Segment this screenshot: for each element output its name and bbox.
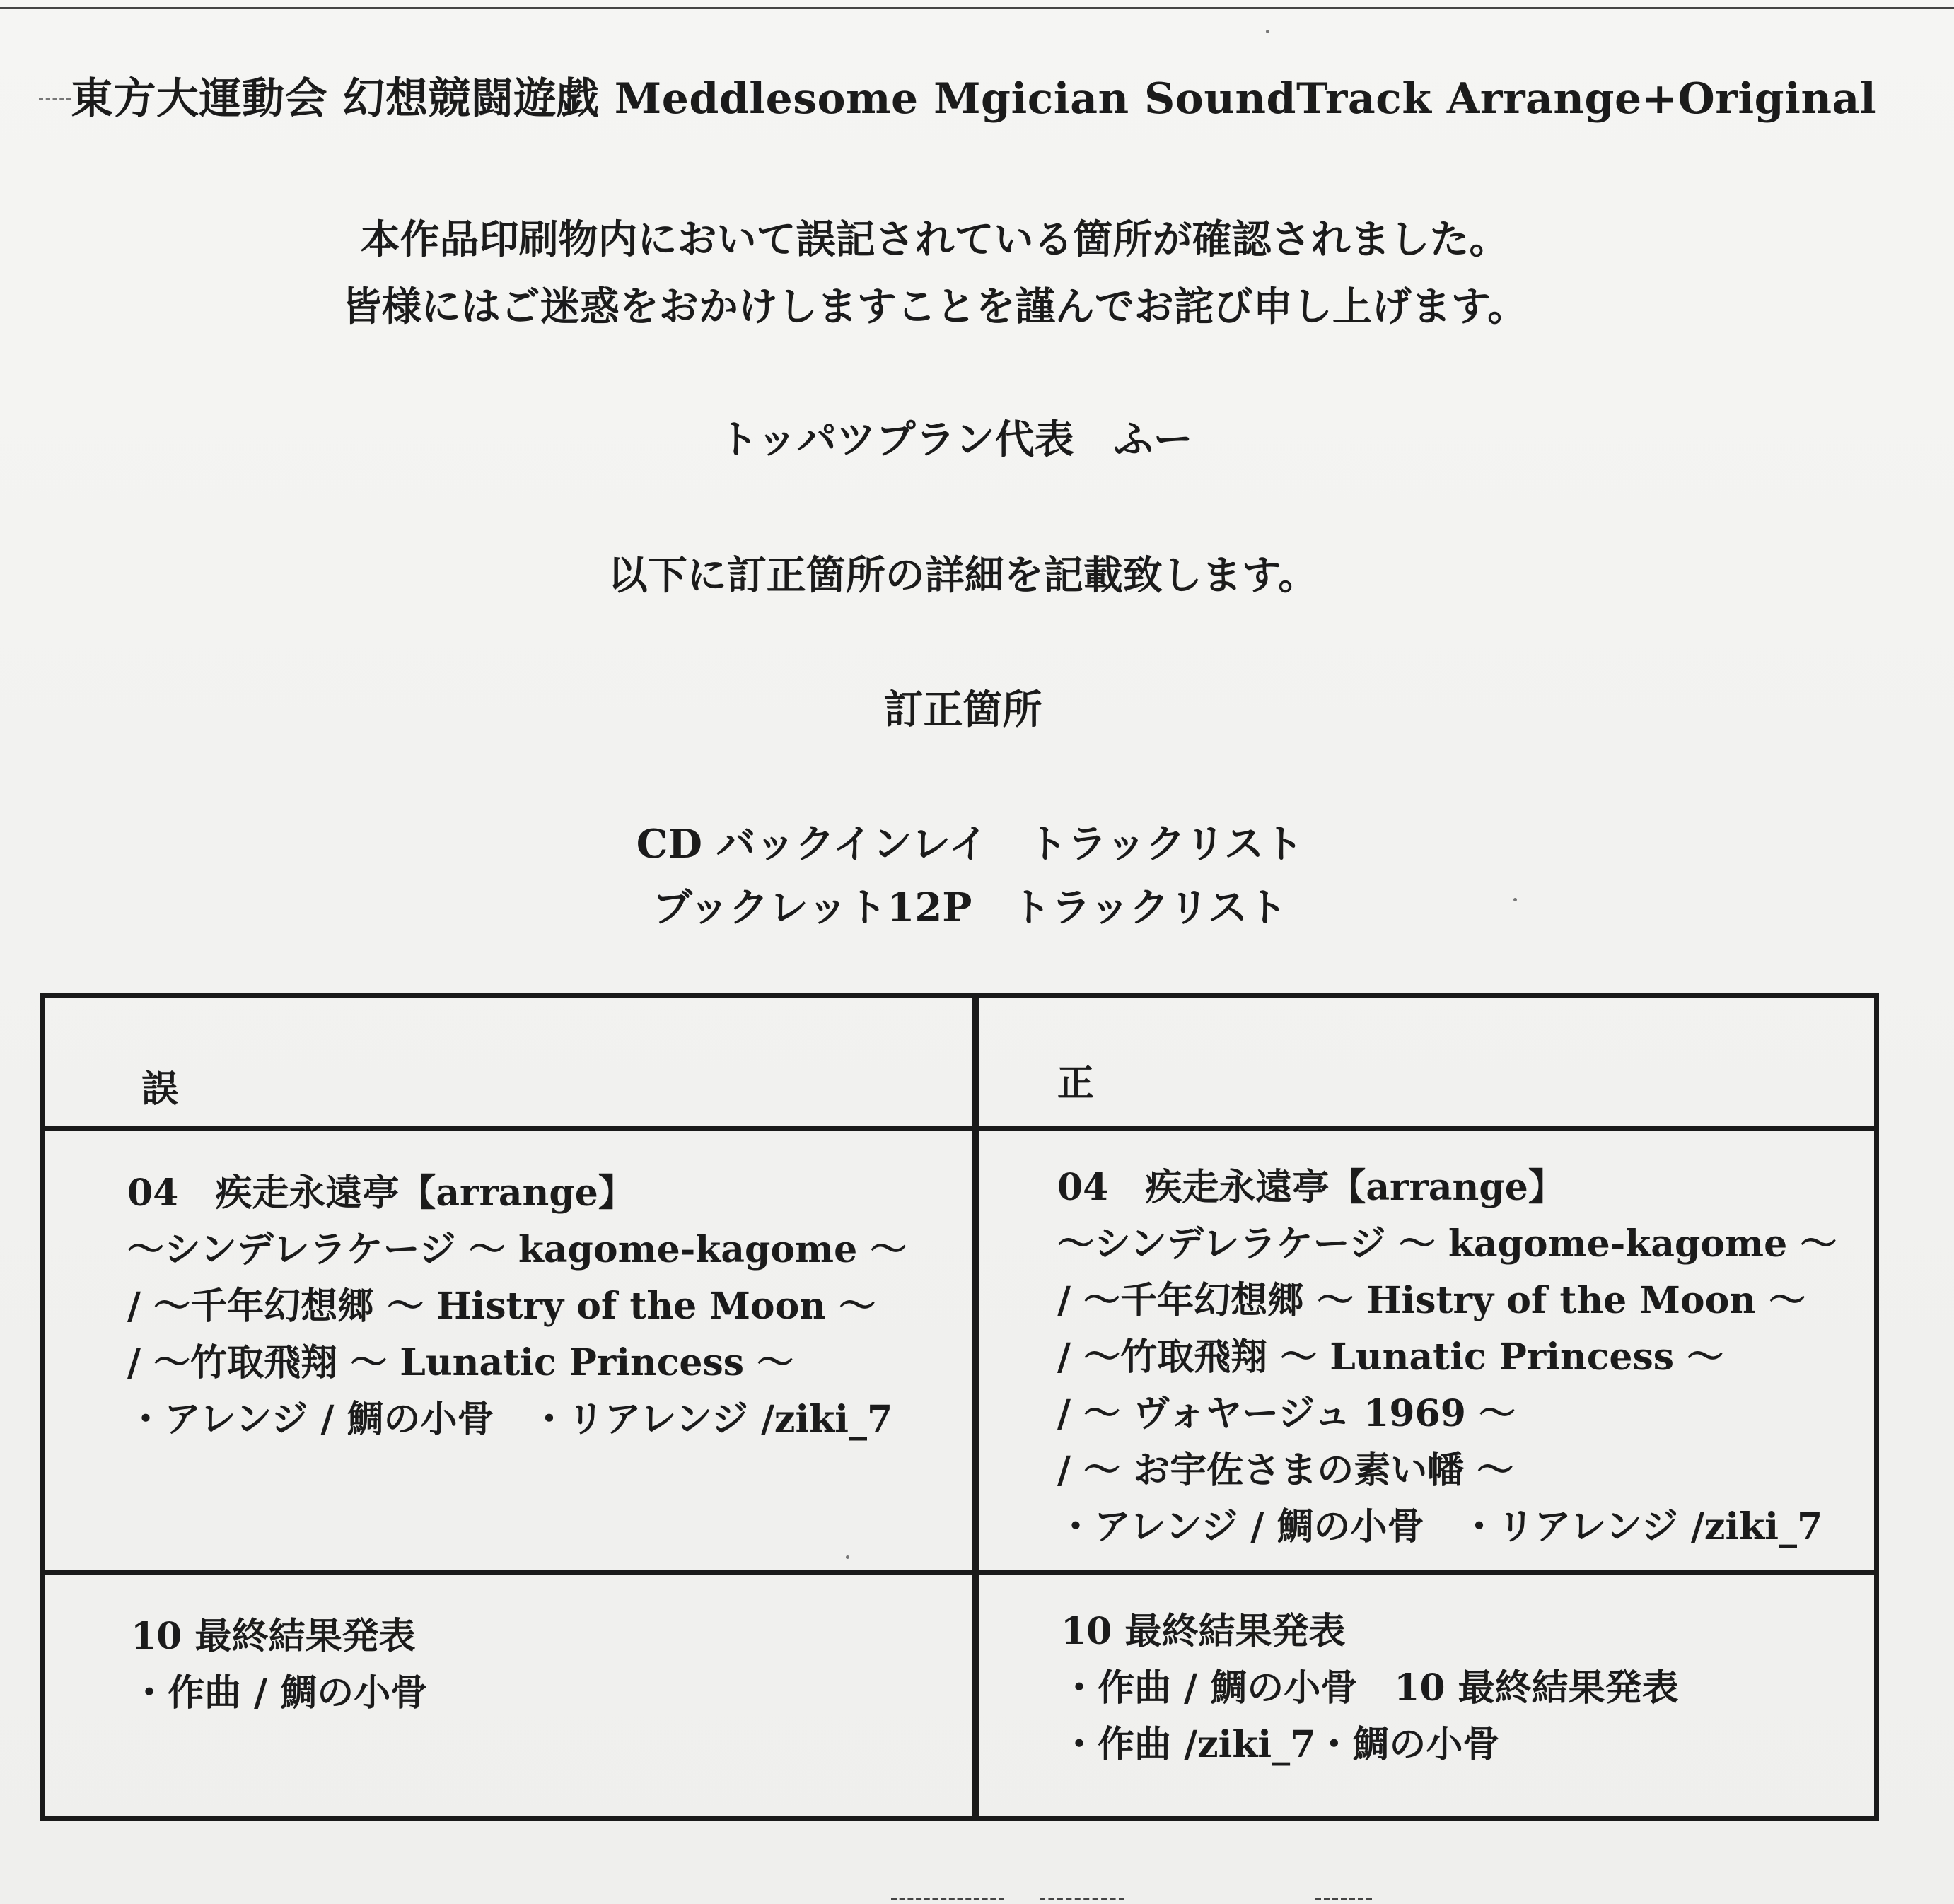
cell-line: 10 最終結果発表 bbox=[131, 1615, 416, 1658]
section-heading: 訂正箇所 bbox=[883, 687, 1042, 733]
cell-line: 04 疾走永遠亭【arrange】 bbox=[127, 1172, 635, 1215]
cell-line: ・作曲 / 鯛の小骨 10 最終結果発表 bbox=[1061, 1666, 1679, 1710]
apology-line-2: 皆様にはご迷惑をおかけしますことを謹んでお詫び申し上げます。 bbox=[342, 284, 1528, 330]
cell-line: ・作曲 /ziki_7・鯛の小骨 bbox=[1061, 1723, 1500, 1766]
bottom-dash-mark bbox=[1315, 1898, 1372, 1900]
cell-line: ・アレンジ / 鯛の小骨 ・リアレンジ /ziki_7 bbox=[1057, 1505, 1823, 1548]
cell-line: / ～竹取飛翔 ～ Lunatic Princess ～ bbox=[127, 1341, 794, 1384]
scan-speck bbox=[1266, 30, 1269, 33]
cell-line: ～シンデレラケージ ～ kagome-kagome ～ bbox=[127, 1228, 907, 1271]
top-edge-rule bbox=[0, 7, 1954, 9]
cell-line: / ～千年幻想郷 ～ Histry of the Moon ～ bbox=[127, 1285, 876, 1328]
cell-wrong-track-04 bbox=[127, 1165, 907, 1448]
table-header-divider bbox=[40, 1126, 1879, 1131]
table-header-wrong: 誤 bbox=[141, 1068, 179, 1111]
top-dash-mark bbox=[39, 98, 71, 100]
cell-line: / ～ お宇佐さまの素い幡 ～ bbox=[1057, 1449, 1514, 1492]
cell-line: / ～ ヴォヤージュ 1969 ～ bbox=[1057, 1392, 1516, 1435]
cell-line: / ～千年幻想郷 ～ Histry of the Moon ～ bbox=[1057, 1279, 1806, 1322]
cell-line: 10 最終結果発表 bbox=[1061, 1610, 1346, 1653]
apology-line-1: 本作品印刷物内において誤記されている箇所が確認されました。 bbox=[360, 216, 1509, 263]
intro-text: 以下に訂正箇所の詳細を記載致します。 bbox=[607, 552, 1318, 599]
cell-line: 04 疾走永遠亭【arrange】 bbox=[1057, 1166, 1565, 1209]
table-column-divider bbox=[972, 993, 979, 1821]
cell-line: ・アレンジ / 鯛の小骨 ・リアレンジ /ziki_7 bbox=[127, 1398, 893, 1441]
table-header-right: 正 bbox=[1057, 1062, 1095, 1105]
table-row-divider bbox=[40, 1570, 1879, 1575]
scan-speck bbox=[1513, 898, 1517, 901]
cell-right-track-04 bbox=[1057, 1160, 1837, 1555]
cell-line: ～シンデレラケージ ～ kagome-kagome ～ bbox=[1057, 1222, 1837, 1266]
cell-right-track-10 bbox=[1061, 1604, 1679, 1773]
bottom-dash-mark bbox=[891, 1898, 1004, 1900]
cell-line: ・作曲 / 鯛の小骨 bbox=[131, 1671, 428, 1715]
album-title: 東方大運動会 幻想競闘遊戯 Meddlesome Mgician SoundTrack Arrange+Original bbox=[71, 74, 1877, 124]
bottom-dash-mark bbox=[1040, 1898, 1124, 1900]
cell-line: / ～竹取飛翔 ～ Lunatic Princess ～ bbox=[1057, 1336, 1724, 1379]
location-booklet-12p: ブックレット12P トラックリスト bbox=[652, 884, 1288, 931]
signature: トッパツプラン代表 ふー bbox=[719, 416, 1193, 463]
scan-speck bbox=[846, 1555, 849, 1559]
location-cd-back-inlay: CD バックインレイ トラックリスト bbox=[636, 821, 1304, 868]
cell-wrong-track-10 bbox=[131, 1608, 427, 1722]
